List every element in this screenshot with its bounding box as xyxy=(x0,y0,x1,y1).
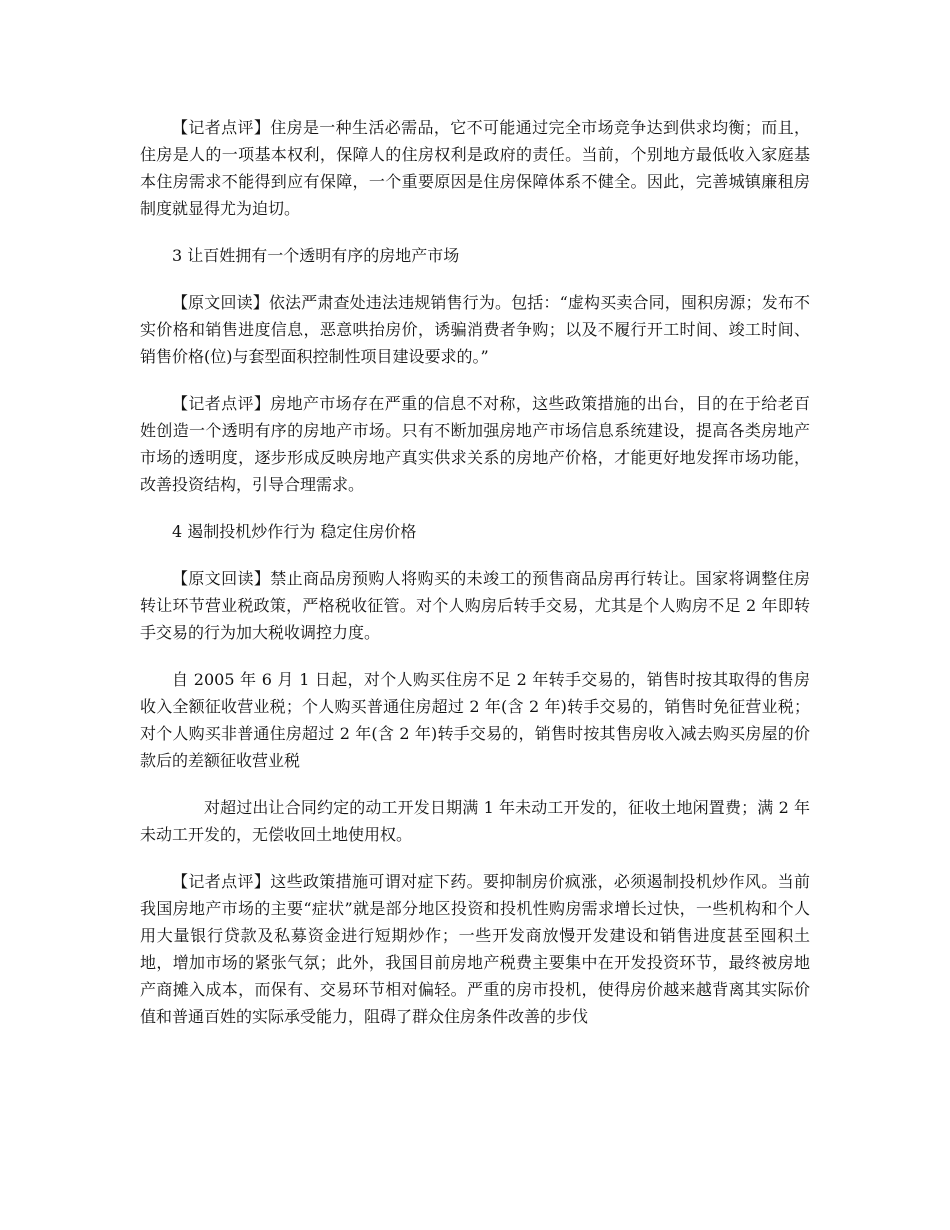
paragraph-reporter-comment-3: 【记者点评】这些政策措施可谓对症下药。要抑制房价疯涨，必须遏制投机炒作风。当前我国房地产市场的主要“症状”就是部分地区投资和投机性购房需求增长过快，一些机构和个人用大量银行贷款及私募资金进行短期炒作；一些开发商放慢开发建设和销售进度甚至囤积土地，增加市场的紧张气氛；此外，我国目前房地产税费主要集中在开发投资环节，最终被房地产商摊入成本，而保有、交易环节相对偏轻。严重的房市投机，使得房价越来越背离其实际价值和普通百姓的实际承受能力，阻碍了群众住房条件改善的步伐 xyxy=(140,872,810,1026)
paragraph-reporter-comment-2: 【记者点评】房地产市场存在严重的信息不对称，这些政策措施的出台，目的在于给老百姓创造一个透明有序的房地产市场。只有不断加强房地产市场信息系统建设，提高各类房地产市场的透明度，逐步形成反映房地产真实供求关系的房地产价格，才能更好地发挥市场功能，改善投资结构，引导合理需求。 xyxy=(140,394,810,494)
section-heading-3: 3 让百姓拥有一个透明有序的房地产市场 xyxy=(172,246,460,265)
paragraph-original-text-1: 【原文回读】依法严肃查处违法违规销售行为。包括：“虚构买卖合同，囤积房源；发布不实价格和销售进度信息，恶意哄抬房价，诱骗消费者争购；以及不履行开工时间、竣工时间、销售价格(位)与套型面积控制性项目建设要求的。” xyxy=(140,293,810,366)
paragraph-land-idle-fee: 对超过出让合同约定的动工开发日期满 1 年未动工开发的，征收土地闲置费；满 2 年未动工开发的，无偿收回土地使用权。 xyxy=(140,798,810,844)
paragraph-original-text-2: 【原文回读】禁止商品房预购人将购买的未竣工的预售商品房再行转让。国家将调整住房转让环节营业税政策，严格税收征管。对个人购房后转手交易，尤其是个人购房不足 2 年即转手交易的行为加大税收调控力度。 xyxy=(140,569,810,642)
paragraph-reporter-comment-1: 【记者点评】住房是一种生活必需品，它不可能通过完全市场竞争达到供求均衡；而且，住房是人的一项基本权利，保障人的住房权利是政府的责任。当前，个别地方最低收入家庭基本住房需求不能得到应有保障，一个重要原因是住房保障体系不健全。因此，完善城镇廉租房制度就显得尤为迫切。 xyxy=(140,118,810,218)
section-heading-4: 4 遏制投机炒作行为 稳定住房价格 xyxy=(172,522,417,541)
document-body xyxy=(140,114,810,1050)
paragraph-tax-policy: 自 2005 年 6 月 1 日起，对个人购买住房不足 2 年转手交易的，销售时按其取得的售房收入全额征收营业税；个人购买普通住房超过 2 年(含 2 年)转手交易的，销售时免征营业税；对个人购买非普通住房超过 2 年(含 2 年)转手交易的，销售时按其售房收入减去购买房屋的价款后的差额征收营业税 xyxy=(140,670,810,770)
